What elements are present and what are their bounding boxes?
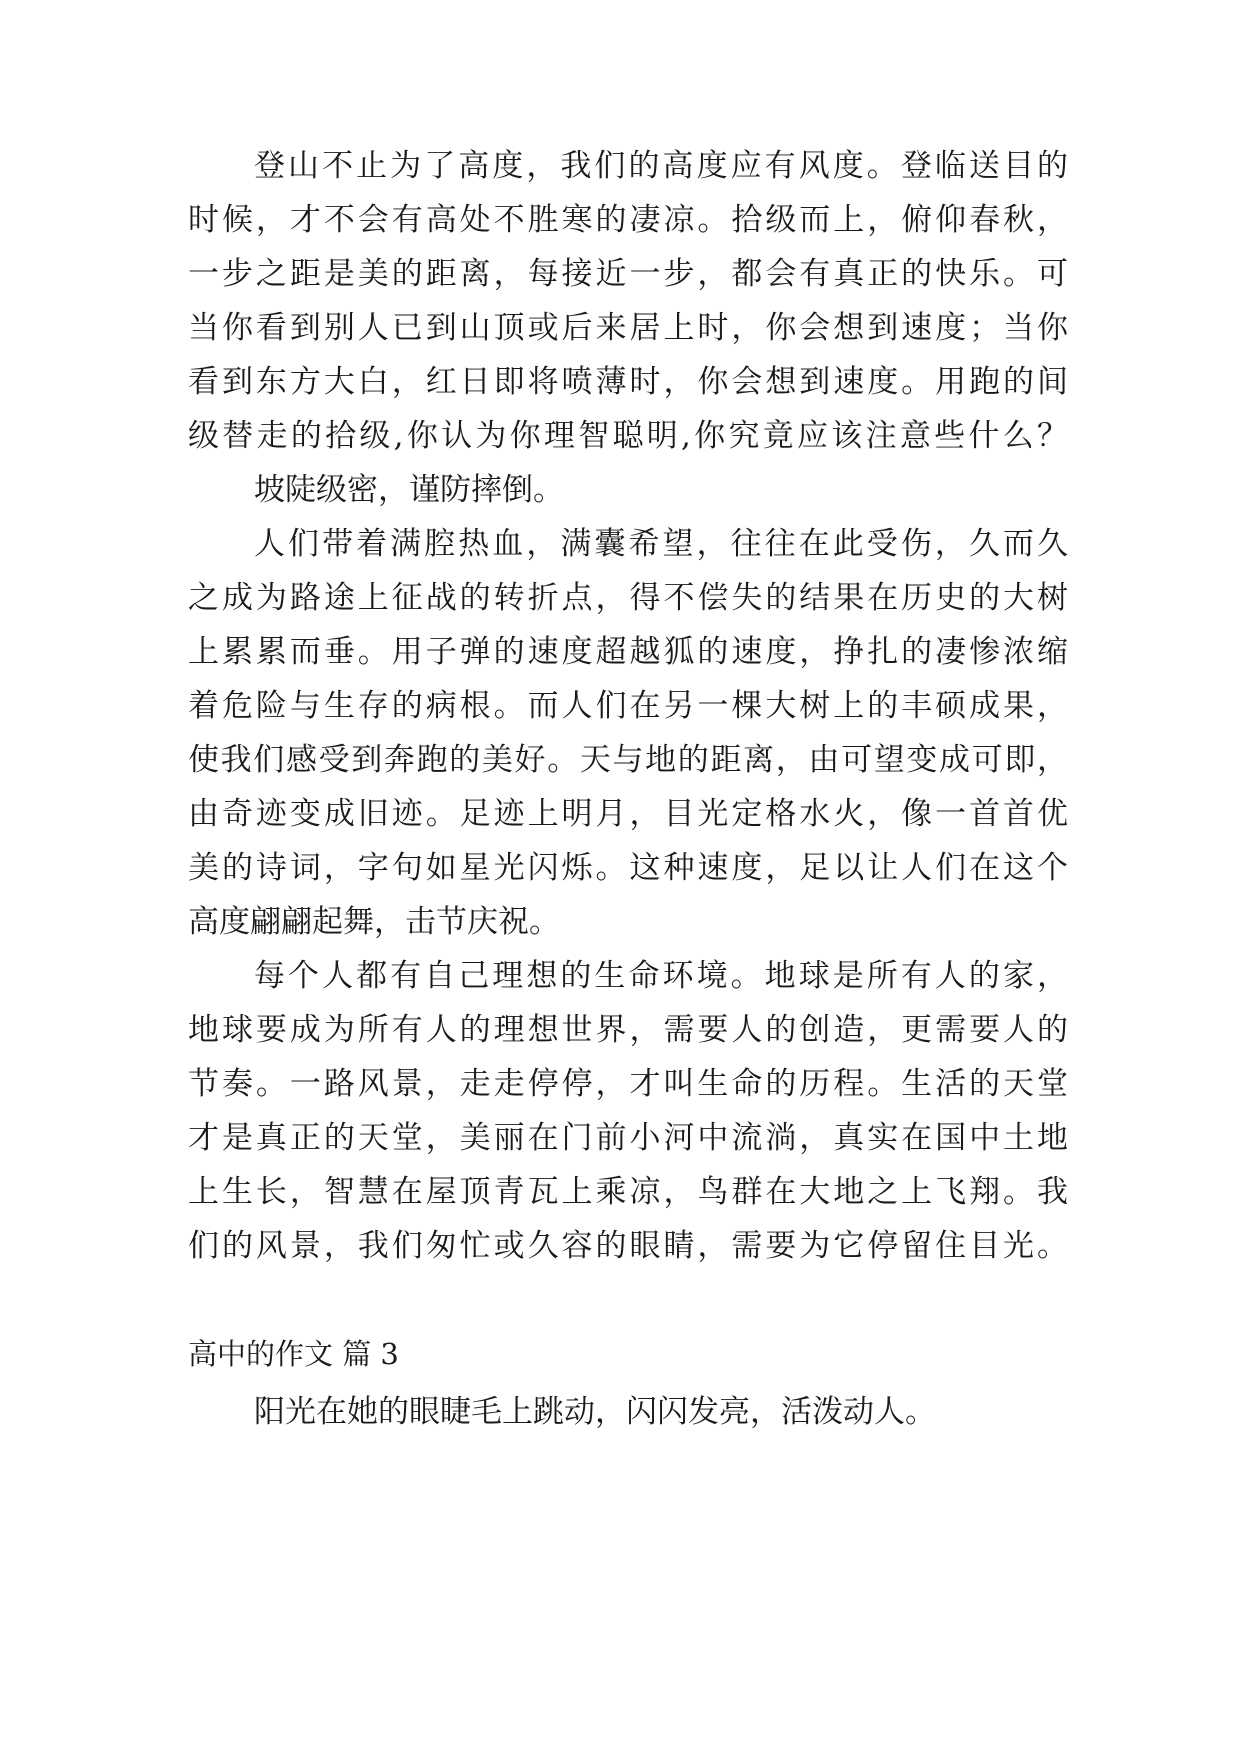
paragraph-2-line-1: 坡陡级密，谨防摔倒。 [254, 472, 564, 508]
paragraph-1-line-2: 时候，才不会有高处不胜寒的凄凉。拾级而上，俯仰春秋， [188, 202, 1068, 238]
paragraph-4-line-4: 才是真正的天堂，美丽在门前小河中流淌，真实在国中土地 [188, 1120, 1068, 1156]
paragraph-3-line-5: 使我们感受到奔跑的美好。天与地的距离，由可望变成可即， [188, 742, 1068, 778]
section-heading: 高中的作文 篇 3 [188, 1337, 399, 1371]
paragraph-1-line-3: 一步之距是美的距离，每接近一步，都会有真正的快乐。可 [188, 256, 1068, 292]
paragraph-1-line-5: 看到东方大白，红日即将喷薄时，你会想到速度。用跑的间 [188, 364, 1068, 400]
paragraph-4-line-1: 每个人都有自己理想的生命环境。地球是所有人的家， [254, 958, 1068, 994]
paragraph-4-line-2: 地球要成为所有人的理想世界，需要人的创造，更需要人的 [188, 1012, 1068, 1048]
paragraph-3-line-3: 上累累而垂。用子弹的速度超越狐的速度，挣扎的凄惨浓缩 [188, 634, 1068, 670]
paragraph-1-line-4: 当你看到别人已到山顶或后来居上时，你会想到速度；当你 [188, 310, 1068, 346]
paragraph-1-line-1: 登山不止为了高度，我们的高度应有风度。登临送目的 [254, 148, 1068, 184]
paragraph-4-line-3: 节奏。一路风景，走走停停，才叫生命的历程。生活的天堂 [188, 1066, 1068, 1102]
section-3-first-line: 阳光在她的眼睫毛上跳动，闪闪发亮，活泼动人。 [254, 1394, 936, 1430]
paragraph-4-line-6: 们的风景，我们匆忙或久容的眼睛，需要为它停留住目光。 [188, 1228, 1068, 1264]
paragraph-3-line-1: 人们带着满腔热血，满囊希望，往往在此受伤，久而久 [254, 526, 1068, 562]
paragraph-3-line-8: 高度翩翩起舞，击节庆祝。 [188, 904, 560, 940]
paragraph-4-line-5: 上生长，智慧在屋顶青瓦上乘凉，鸟群在大地之上飞翔。我 [188, 1174, 1068, 1210]
paragraph-3-line-2: 之成为路途上征战的转折点，得不偿失的结果在历史的大树 [188, 580, 1068, 616]
paragraph-1-line-6: 级替走的拾级,你认为你理智聪明,你究竟应该注意些什么？ [188, 418, 1068, 454]
paragraph-3-line-7: 美的诗词，字句如星光闪烁。这种速度，足以让人们在这个 [188, 850, 1068, 886]
paragraph-3-line-6: 由奇迹变成旧迹。足迹上明月，目光定格水火，像一首首优 [188, 796, 1068, 832]
paragraph-3-line-4: 着危险与生存的病根。而人们在另一棵大树上的丰硕成果， [188, 688, 1068, 724]
